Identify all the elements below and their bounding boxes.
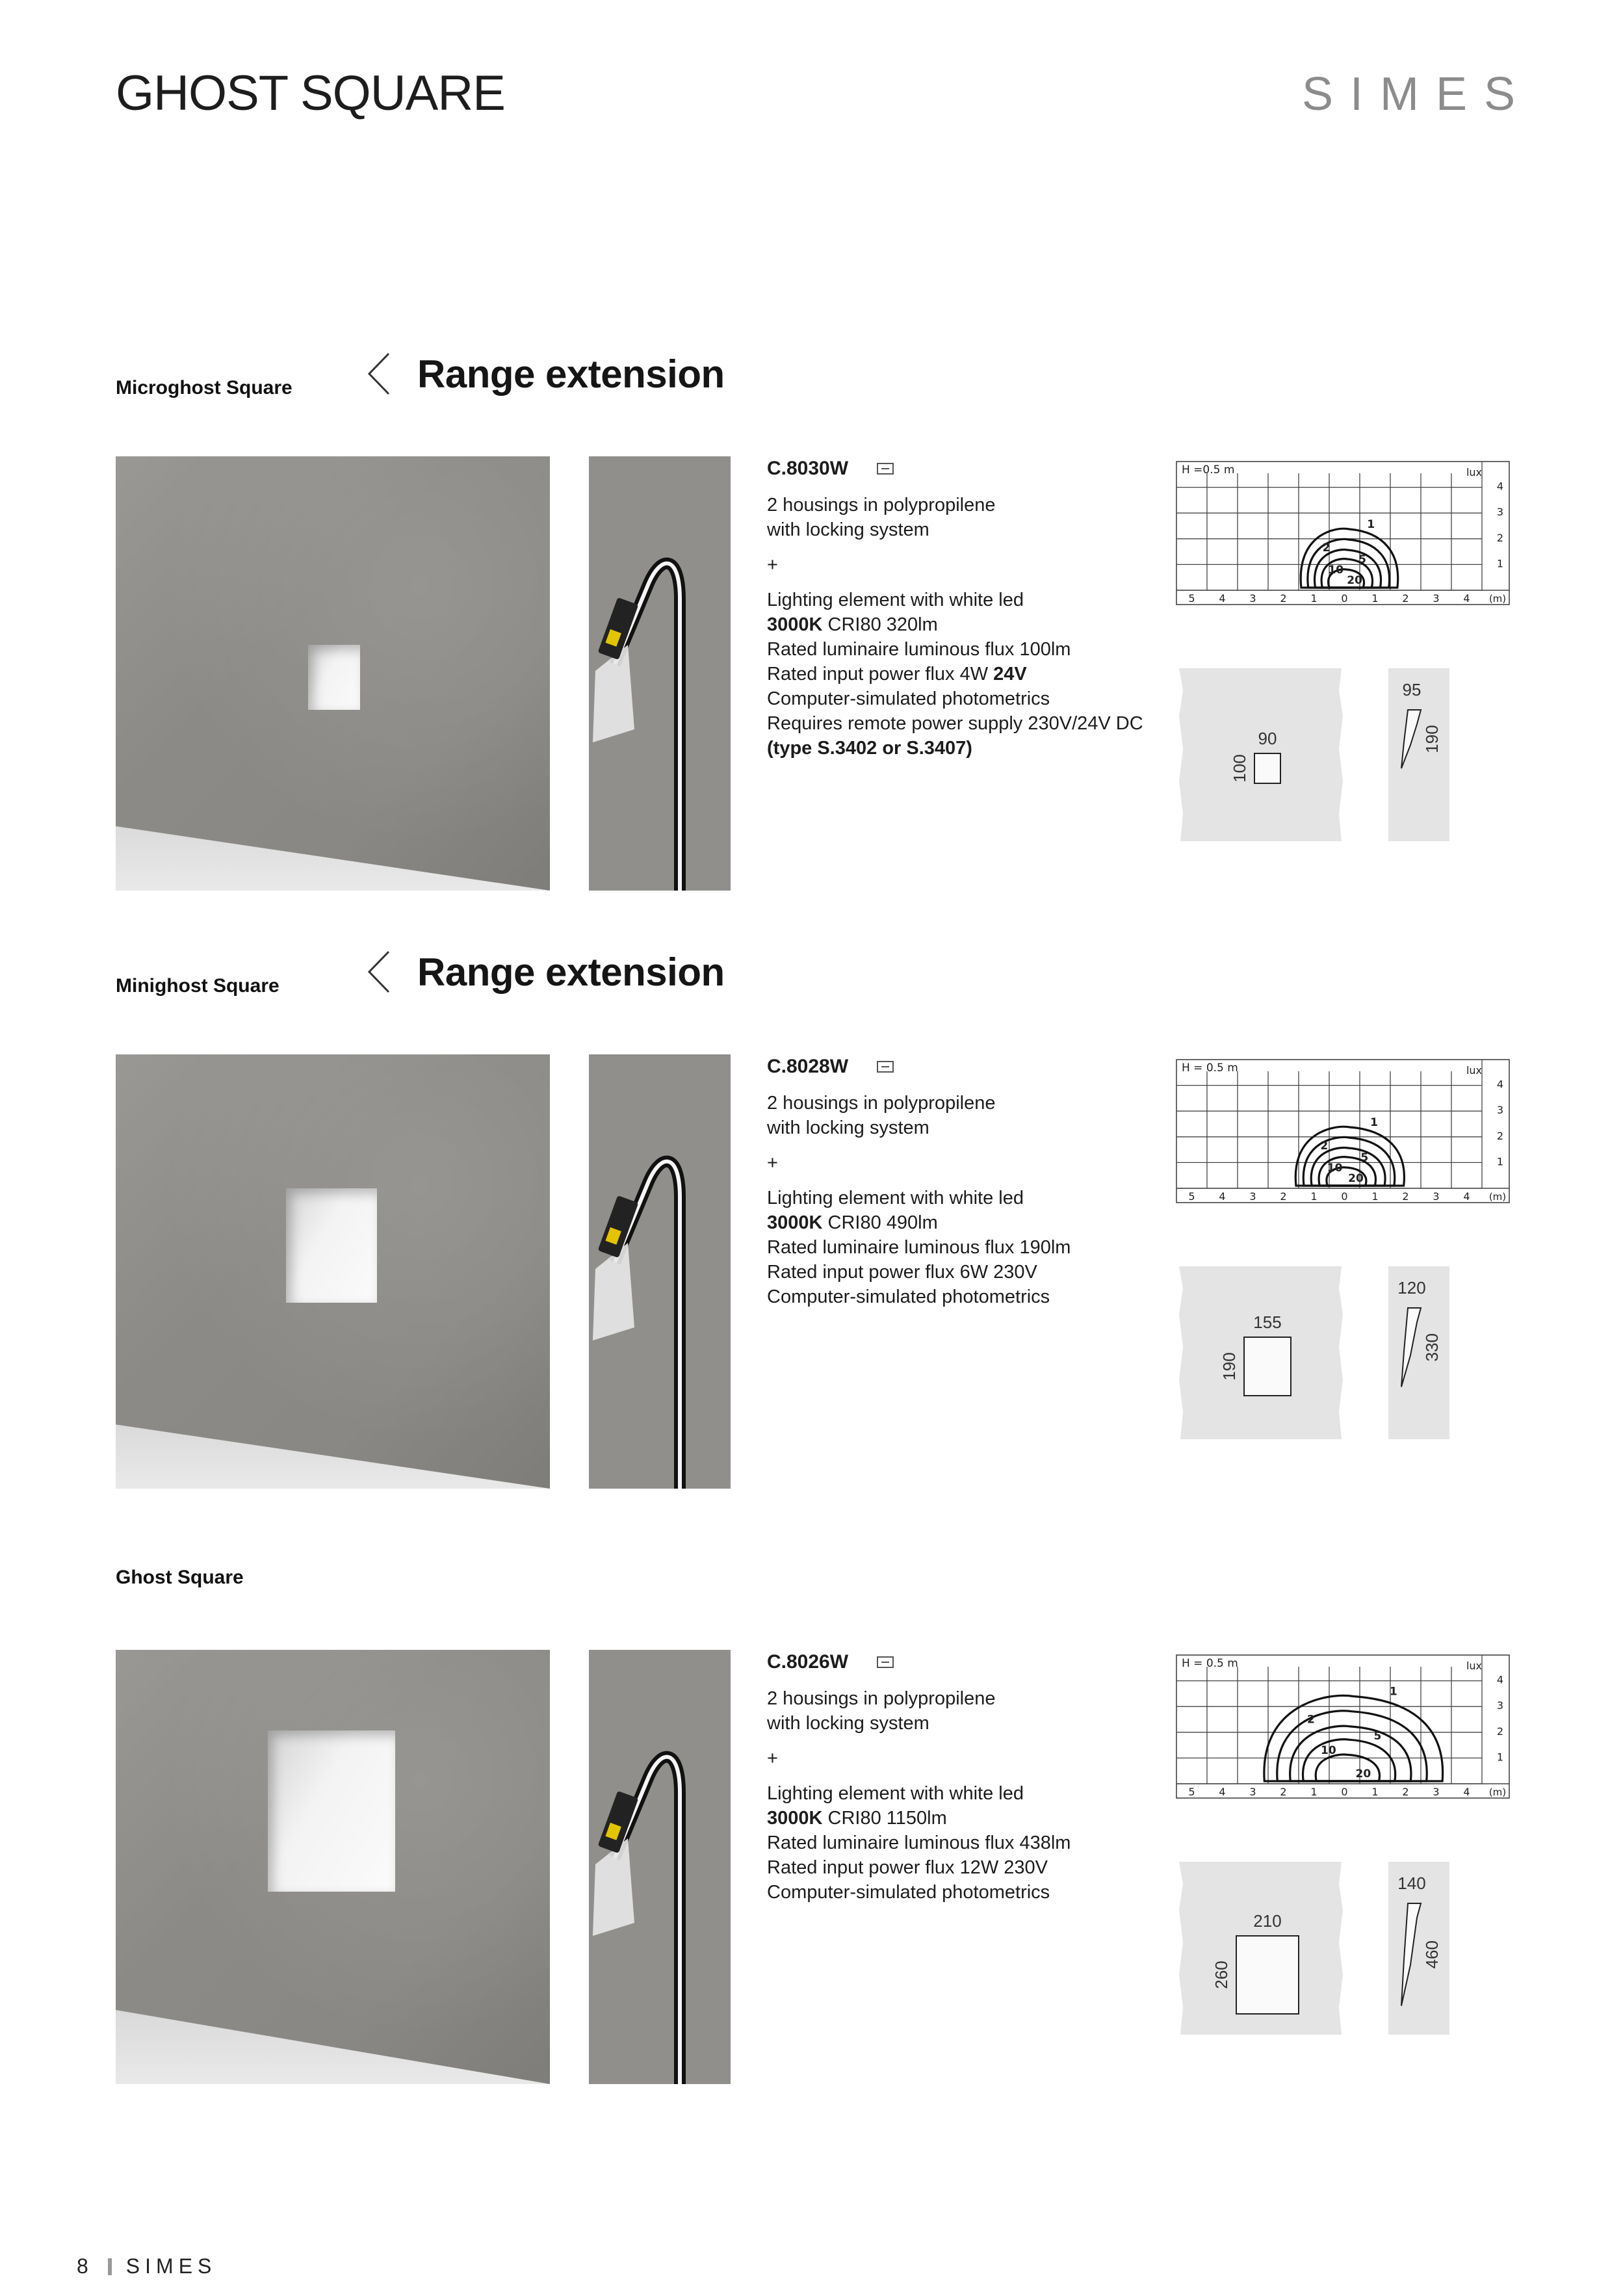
front-dimension-drawing bbox=[1176, 1858, 1345, 2039]
cct-value: 3000K bbox=[767, 614, 823, 635]
x-tick-label: 2 bbox=[1402, 1786, 1409, 1798]
chevron-left-icon bbox=[365, 351, 394, 397]
recessed-light-opening bbox=[286, 1188, 377, 1303]
cutout-width-label: 210 bbox=[1253, 1911, 1282, 1931]
y-tick-label: 3 bbox=[1496, 1104, 1504, 1117]
depth-label: 140 bbox=[1397, 1873, 1426, 1893]
isolux-contour bbox=[1303, 1740, 1395, 1781]
y-tick-label: 1 bbox=[1496, 1751, 1504, 1764]
cct-value: 3000K bbox=[767, 1212, 823, 1233]
cable-detail-photo bbox=[589, 1650, 731, 2084]
x-tick-label: 4 bbox=[1219, 1786, 1226, 1798]
x-tick-label: 4 bbox=[1219, 1190, 1226, 1203]
y-tick-label: 3 bbox=[1496, 1699, 1504, 1712]
page-title: GHOST SQUARE bbox=[116, 66, 505, 121]
x-tick-label: 0 bbox=[1341, 1190, 1348, 1203]
product-specs bbox=[767, 1650, 1170, 1905]
front-drawing-wrap bbox=[1176, 1858, 1345, 2042]
isolux-contour bbox=[1290, 1726, 1411, 1781]
depth-label: 95 bbox=[1402, 680, 1422, 699]
recessed-mount-icon bbox=[877, 1061, 894, 1073]
installation-photo bbox=[116, 456, 550, 891]
photometric-diagram-wrap bbox=[1174, 1652, 1512, 1815]
spec-line: + bbox=[767, 1153, 778, 1173]
contour-label: 20 bbox=[1347, 574, 1362, 587]
range-extension-title: Range extension bbox=[417, 950, 725, 994]
cutout-outline bbox=[1254, 753, 1280, 783]
x-tick-label: 5 bbox=[1188, 1786, 1195, 1798]
cri-lumen-value: CRI80 490lm bbox=[822, 1212, 938, 1233]
cutout-width-label: 90 bbox=[1258, 729, 1277, 748]
x-tick-label: 4 bbox=[1463, 592, 1470, 605]
cri-lumen-value: CRI80 1150lm bbox=[822, 1808, 947, 1829]
spec-line: 2 housings in polypropilene bbox=[767, 1093, 996, 1114]
x-tick-label: 1 bbox=[1371, 1190, 1379, 1203]
spec-line: with locking system bbox=[767, 519, 929, 540]
spec-line: 2 housings in polypropilene bbox=[767, 1688, 996, 1709]
installation-photo bbox=[116, 1054, 550, 1489]
mounting-height-label: H =0.5 m bbox=[1182, 463, 1235, 476]
front-drawing-wrap bbox=[1176, 664, 1345, 848]
contour-label: 10 bbox=[1328, 564, 1344, 577]
side-drawing-wrap bbox=[1388, 1858, 1449, 2042]
contour-label: 2 bbox=[1322, 541, 1331, 554]
x-tick-label: 4 bbox=[1219, 592, 1226, 605]
input-power-line bbox=[767, 1855, 1170, 1880]
contour-label: 1 bbox=[1389, 1685, 1397, 1699]
x-tick-label: 1 bbox=[1310, 592, 1318, 605]
recessed-light-opening bbox=[308, 645, 360, 710]
x-tick-label: 5 bbox=[1188, 592, 1195, 605]
color-temperature-line bbox=[767, 1806, 1170, 1831]
contour-label: 5 bbox=[1360, 1151, 1369, 1164]
diagram-frame bbox=[1176, 462, 1509, 605]
x-tick-label: 0 bbox=[1341, 592, 1348, 605]
power-text: Rated input power flux 4W bbox=[767, 664, 994, 685]
x-tick-label: 5 bbox=[1188, 1190, 1195, 1203]
x-tick-label: 3 bbox=[1249, 1190, 1256, 1203]
x-tick-label: 2 bbox=[1280, 1786, 1287, 1798]
x-tick-label: 2 bbox=[1402, 1190, 1409, 1203]
length-label: 460 bbox=[1422, 1940, 1442, 1969]
side-section-drawing bbox=[1388, 664, 1449, 845]
x-tick-label: 1 bbox=[1371, 592, 1379, 605]
front-dimension-drawing bbox=[1176, 1262, 1345, 1443]
side-section-drawing bbox=[1388, 1262, 1449, 1443]
contour-label: 2 bbox=[1320, 1140, 1329, 1153]
cable-detail-photo bbox=[589, 1054, 731, 1489]
side-section-drawing bbox=[1388, 1858, 1449, 2039]
product-specs bbox=[767, 1054, 1170, 1309]
page-number: 8 bbox=[77, 2254, 94, 2278]
photometrics-line: Computer-simulated photometrics bbox=[767, 688, 1050, 709]
photometric-diagram-wrap bbox=[1174, 1057, 1512, 1220]
cct-value: 3000K bbox=[767, 1808, 823, 1829]
side-drawing-wrap bbox=[1388, 664, 1449, 848]
product-specs bbox=[767, 456, 1170, 761]
x-tick-label: 1 bbox=[1310, 1190, 1318, 1203]
color-temperature-line bbox=[767, 1210, 1170, 1235]
lux-label: lux bbox=[1466, 466, 1483, 478]
recessed-mount-icon bbox=[877, 1656, 894, 1668]
y-tick-label: 2 bbox=[1496, 1725, 1504, 1738]
contour-label: 10 bbox=[1327, 1162, 1343, 1175]
cri-lumen-value: CRI80 320lm bbox=[822, 614, 938, 635]
code-row bbox=[767, 1650, 1170, 1675]
length-label: 190 bbox=[1422, 725, 1442, 753]
footer-divider bbox=[108, 2258, 112, 2275]
y-tick-label: 1 bbox=[1496, 557, 1504, 570]
depth-label: 120 bbox=[1397, 1278, 1426, 1298]
recessed-light-opening bbox=[268, 1730, 395, 1892]
x-tick-label: 4 bbox=[1463, 1190, 1470, 1203]
cutout-width-label: 155 bbox=[1253, 1312, 1282, 1332]
cutout-height-label: 100 bbox=[1230, 754, 1249, 783]
x-tick-label: 4 bbox=[1463, 1786, 1470, 1798]
contour-label: 1 bbox=[1367, 518, 1375, 531]
photometric-diagram bbox=[1174, 459, 1512, 618]
power-text: Rated input power flux 6W 230V bbox=[767, 1262, 1037, 1283]
photometrics-line: Computer-simulated photometrics bbox=[767, 1286, 1050, 1307]
contour-label: 5 bbox=[1373, 1729, 1382, 1743]
product-family-label: Minighost Square bbox=[116, 975, 279, 997]
product-code: C.8028W bbox=[767, 1056, 849, 1077]
y-tick-label: 4 bbox=[1496, 1673, 1504, 1686]
spec-line: + bbox=[767, 1748, 778, 1769]
front-dimension-drawing bbox=[1176, 664, 1345, 845]
spec-line: with locking system bbox=[767, 1117, 929, 1138]
x-tick-label: 1 bbox=[1371, 1786, 1379, 1798]
lux-label: lux bbox=[1466, 1064, 1483, 1076]
length-label: 330 bbox=[1422, 1333, 1442, 1362]
photometric-diagram bbox=[1174, 1652, 1512, 1812]
input-power-line bbox=[767, 1260, 1170, 1285]
cutout-height-label: 260 bbox=[1212, 1961, 1231, 1989]
spec-line: Lighting element with white led bbox=[767, 590, 1024, 610]
diagram-frame bbox=[1176, 1060, 1509, 1203]
spec-line: Lighting element with white led bbox=[767, 1783, 1024, 1804]
photometric-diagram bbox=[1174, 1057, 1512, 1216]
chevron-left-icon bbox=[365, 949, 394, 995]
power-supply-types: (type S.3402 or S.3407) bbox=[767, 738, 972, 759]
cutout-height-label: 190 bbox=[1219, 1352, 1239, 1381]
y-tick-label: 3 bbox=[1496, 506, 1504, 519]
photometric-diagram-wrap bbox=[1174, 459, 1512, 621]
contour-label: 1 bbox=[1370, 1116, 1379, 1129]
power-supply-note: Requires remote power supply 230V/24V DC bbox=[767, 713, 1143, 734]
y-tick-label: 2 bbox=[1496, 531, 1504, 544]
x-tick-label: 3 bbox=[1433, 1190, 1440, 1203]
x-tick-label: 2 bbox=[1402, 592, 1409, 605]
y-tick-label: 2 bbox=[1496, 1129, 1504, 1142]
x-tick-label: 2 bbox=[1280, 592, 1287, 605]
brand-logo: SIMES bbox=[1301, 68, 1532, 120]
contour-label: 5 bbox=[1358, 553, 1366, 566]
cutout-outline bbox=[1244, 1337, 1291, 1396]
spec-line: Lighting element with white led bbox=[767, 1188, 1024, 1208]
code-row bbox=[767, 456, 1170, 481]
product-code: C.8026W bbox=[767, 1651, 849, 1673]
installation-photo bbox=[116, 1650, 550, 2084]
contour-label: 20 bbox=[1348, 1172, 1364, 1185]
luminous-flux-line: Rated luminaire luminous flux 438lm bbox=[767, 1833, 1071, 1853]
power-voltage: 24V bbox=[993, 664, 1027, 685]
footer bbox=[77, 2254, 216, 2278]
recessed-mount-icon bbox=[877, 463, 894, 475]
x-tick-label: 2 bbox=[1280, 1190, 1287, 1203]
cable-detail-photo bbox=[589, 456, 731, 891]
product-family-label: Ghost Square bbox=[116, 1567, 244, 1588]
mounting-height-label: H = 0.5 m bbox=[1182, 1062, 1238, 1075]
code-row bbox=[767, 1054, 1170, 1079]
x-tick-label: 3 bbox=[1433, 1786, 1440, 1798]
range-extension-header bbox=[365, 351, 725, 397]
contour-label: 20 bbox=[1355, 1768, 1371, 1781]
product-family-label: Microghost Square bbox=[116, 377, 292, 398]
x-tick-label: 0 bbox=[1341, 1786, 1348, 1798]
luminous-flux-line: Rated luminaire luminous flux 190lm bbox=[767, 1237, 1071, 1258]
cutout-outline bbox=[1236, 1936, 1299, 2014]
luminous-flux-line: Rated luminaire luminous flux 100lm bbox=[767, 639, 1071, 660]
mounting-height-label: H = 0.5 m bbox=[1182, 1657, 1238, 1670]
photometrics-line: Computer-simulated photometrics bbox=[767, 1882, 1050, 1903]
spec-line: with locking system bbox=[767, 1713, 929, 1734]
input-power-line bbox=[767, 662, 1170, 686]
x-tick-label: 3 bbox=[1433, 592, 1440, 605]
spec-line: + bbox=[767, 554, 778, 575]
unit-label: (m) bbox=[1488, 593, 1507, 605]
x-tick-label: 1 bbox=[1310, 1786, 1318, 1798]
y-tick-label: 4 bbox=[1496, 1078, 1504, 1091]
lux-label: lux bbox=[1466, 1660, 1483, 1672]
contour-label: 2 bbox=[1306, 1713, 1315, 1727]
x-tick-label: 3 bbox=[1249, 592, 1256, 605]
y-tick-label: 1 bbox=[1496, 1155, 1504, 1168]
spec-line: 2 housings in polypropilene bbox=[767, 495, 996, 515]
side-drawing-wrap bbox=[1388, 1262, 1449, 1446]
color-temperature-line bbox=[767, 612, 1170, 637]
range-extension-header bbox=[365, 949, 725, 995]
x-tick-label: 3 bbox=[1249, 1786, 1256, 1798]
power-text: Rated input power flux 12W 230V bbox=[767, 1857, 1048, 1878]
unit-label: (m) bbox=[1488, 1786, 1507, 1798]
y-tick-label: 4 bbox=[1496, 480, 1504, 493]
unit-label: (m) bbox=[1488, 1191, 1507, 1203]
contour-label: 10 bbox=[1321, 1744, 1336, 1758]
front-drawing-wrap bbox=[1176, 1262, 1345, 1446]
footer-brand: SIMES bbox=[125, 2254, 217, 2278]
range-extension-title: Range extension bbox=[417, 352, 725, 396]
product-code: C.8030W bbox=[767, 458, 849, 479]
